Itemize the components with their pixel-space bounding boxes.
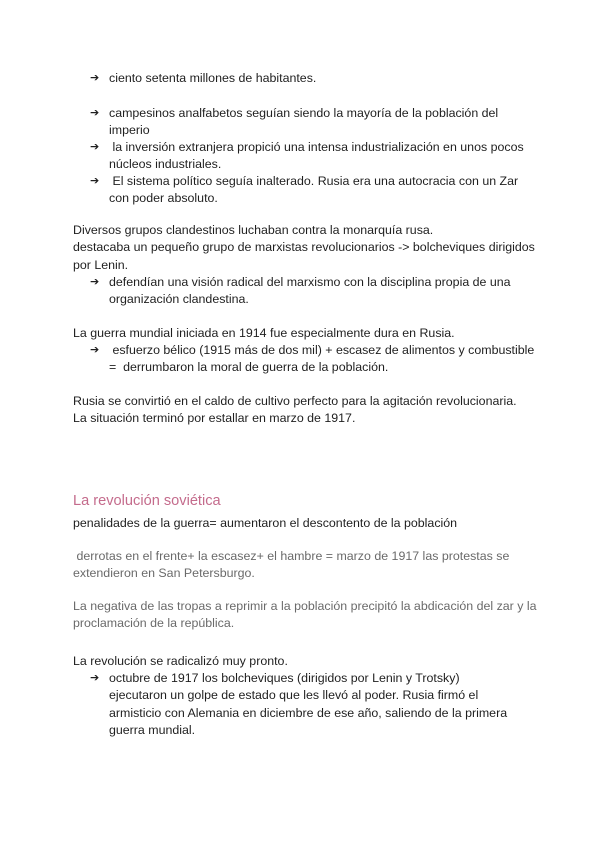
bullet-text: esfuerzo bélico (1915 más de dos mil) + escasez de alimentos y combustible = derrumbaron la moral de guerra de la población.: [109, 343, 538, 375]
arrow-icon: ➔: [90, 344, 100, 356]
bullet-radical-vision: [90, 274, 540, 309]
bullet-text: ciento setenta millones de habitantes.: [109, 71, 317, 85]
arrow-icon: ➔: [90, 72, 100, 84]
bullet-text: la inversión extranjera propició una intensa industrialización en unos pocos núcleos industriales.: [109, 140, 528, 172]
paragraph-radicalization: La revolución se radicalizó muy pronto.: [73, 654, 288, 668]
bullet-peasants: [90, 105, 540, 140]
bullet-text: octubre de 1917 los bolcheviques (dirigidos por Lenin y Trotsky) ejecutaron un golpe de estado que les llevó al poder. Rusia firmó el armisticio con Alemania en diciembre de ese año, saliendo de la primera guerra mundial.: [109, 671, 508, 737]
bullet-political-system: [90, 173, 540, 208]
bullet-text: campesinos analfabetos seguían siendo la mayoría de la población del imperio: [109, 106, 499, 138]
bullet-investment: [90, 139, 540, 174]
arrow-icon: ➔: [90, 672, 100, 684]
arrow-icon: ➔: [90, 107, 100, 119]
paragraph-hardships: penalidades de la guerra= aumentaron el descontento de la población: [73, 516, 458, 530]
arrow-icon: ➔: [90, 141, 100, 153]
bullet-population: [90, 70, 540, 87]
bullet-text: defendían una visión radical del marxismo con la disciplina propia de una organización clandestina.: [109, 275, 511, 307]
section-heading: La revolución soviética: [73, 493, 221, 509]
arrow-icon: ➔: [90, 276, 100, 288]
arrow-icon: ➔: [90, 175, 100, 187]
bullet-text: El sistema político seguía inalterado. Rusia era una autocracia con un Zar con poder absoluto.: [109, 174, 522, 206]
paragraph-defeats: derrotas en el frente+ la escasez+ el hambre = marzo de 1917 las protestas se extendieron en San Petersburgo.: [73, 549, 513, 581]
paragraph-world-war: La guerra mundial iniciada en 1914 fue especialmente dura en Rusia.: [73, 326, 455, 340]
paragraph-troops-refusal: La negativa de las tropas a reprimir a la población precipitó la abdicación del zar y la proclamación de la república.: [73, 599, 537, 631]
paragraph-breeding-ground: Rusia se convirtió en el caldo de cultivo perfecto para la agitación revolucionaria. La situación terminó por estallar en marzo de 1917.: [73, 394, 517, 426]
paragraph-clandestine-groups: Diversos grupos clandestinos luchaban contra la monarquía rusa. destacaba un pequeño grupo de marxistas revolucionarios -> bolcheviques dirigidos por Lenin.: [73, 223, 535, 272]
bullet-october-1917: [90, 670, 540, 739]
bullet-war-effort: [90, 342, 540, 377]
